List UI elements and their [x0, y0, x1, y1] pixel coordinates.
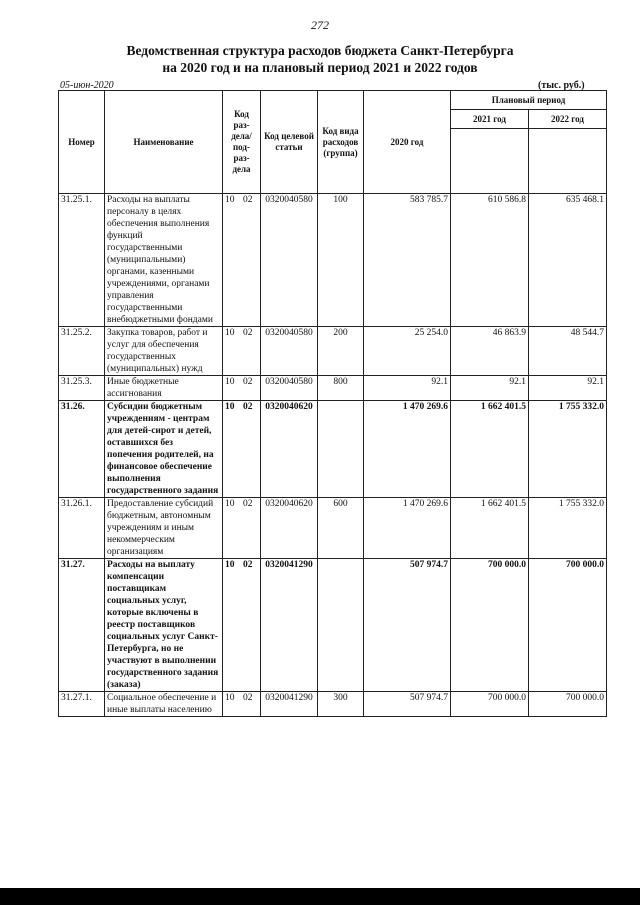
row-amount-2022: 1 755 332.0	[529, 401, 607, 498]
razdel-code: 10	[225, 499, 235, 509]
row-amount-2022: 635 468.1	[529, 194, 607, 327]
row-number: 31.25.3.	[59, 376, 105, 401]
units-label: (тыс. руб.)	[538, 80, 585, 91]
row-expense-type: 600	[318, 498, 364, 559]
row-target-code: 0320041290	[261, 692, 318, 717]
row-number: 31.26.1.	[59, 498, 105, 559]
row-amount-2021: 700 000.0	[451, 692, 529, 717]
row-number: 31.25.1.	[59, 194, 105, 327]
row-section-code	[223, 194, 261, 327]
budget-table	[58, 90, 607, 717]
row-amount-2020: 92.1	[364, 376, 451, 401]
podrazdel-code: 02	[243, 693, 253, 703]
row-name: Закупка товаров, работ и услуг для обеспечения государственных (муниципальных) нужд	[105, 327, 223, 376]
row-target-code: 0320041290	[261, 559, 318, 692]
razdel-code: 10	[225, 560, 235, 570]
row-expense-type: 100	[318, 194, 364, 327]
podrazdel-code: 02	[243, 499, 253, 509]
row-amount-2022: 92.1	[529, 376, 607, 401]
razdel-code: 10	[225, 195, 235, 205]
row-expense-type: 200	[318, 327, 364, 376]
row-amount-2020: 25 254.0	[364, 327, 451, 376]
podrazdel-code: 02	[243, 560, 253, 570]
row-name: Субсидии бюджетным учреждениям - центрам для детей-сирот и детей, оставшихся без попечения родителей, на финансовое обеспечение выполнения государственного задания	[105, 401, 223, 498]
row-expense-type	[318, 401, 364, 498]
header-number: Номер	[59, 91, 105, 194]
table-row	[59, 194, 607, 327]
header-year-2021: 2021 год	[451, 110, 529, 129]
row-amount-2021: 46 863.9	[451, 327, 529, 376]
row-section-code	[223, 559, 261, 692]
table-row	[59, 692, 607, 717]
row-amount-2020: 507 974.7	[364, 692, 451, 717]
row-name: Предоставление субсидий бюджетным, автономным учреждениям и иным некоммерческим организациям	[105, 498, 223, 559]
table-row	[59, 327, 607, 376]
row-name: Социальное обеспечение и иные выплаты населению	[105, 692, 223, 717]
row-name: Расходы на выплату компенсации поставщикам социальных услуг, которые включены в реестр поставщиков социальных услуг Санкт-Петербурга, но не участвуют в выполнении государственного задания (заказа)	[105, 559, 223, 692]
header-expense-type: Код вида расходов (группа)	[318, 91, 364, 194]
row-amount-2022: 700 000.0	[529, 559, 607, 692]
row-expense-type	[318, 559, 364, 692]
table-row	[59, 559, 607, 692]
row-target-code: 0320040620	[261, 401, 318, 498]
row-amount-2022: 48 544.7	[529, 327, 607, 376]
row-section-code	[223, 327, 261, 376]
table-row	[59, 401, 607, 498]
row-section-code	[223, 692, 261, 717]
row-number: 31.25.2.	[59, 327, 105, 376]
header-name: Наименование	[105, 91, 223, 194]
razdel-code: 10	[225, 377, 235, 387]
row-amount-2020: 583 785.7	[364, 194, 451, 327]
row-name: Расходы на выплаты персоналу в целях обеспечения выполнения функций государственными (муниципальными) органами, казенными учреждениями, органами управления государственными внебюджетными фондами	[105, 194, 223, 327]
row-amount-2021: 1 662 401.5	[451, 401, 529, 498]
header-section-code: Код раз-дела/ под-раз-дела	[223, 91, 261, 194]
header-target-code: Код целевой статьи	[261, 91, 318, 194]
row-section-code	[223, 401, 261, 498]
row-amount-2021: 610 586.8	[451, 194, 529, 327]
row-target-code: 0320040580	[261, 194, 318, 327]
title-line-2: на 2020 год и на плановый период 2021 и 2022 годов	[162, 60, 478, 75]
header-year-2022: 2022 год	[529, 110, 607, 129]
header-year-2020: 2020 год	[364, 91, 451, 194]
row-expense-type: 800	[318, 376, 364, 401]
row-amount-2020: 507 974.7	[364, 559, 451, 692]
podrazdel-code: 02	[243, 328, 253, 338]
razdel-code: 10	[225, 402, 235, 412]
row-number: 31.26.	[59, 401, 105, 498]
row-section-code	[223, 498, 261, 559]
podrazdel-code: 02	[243, 402, 253, 412]
row-amount-2021: 92.1	[451, 376, 529, 401]
row-number: 31.27.	[59, 559, 105, 692]
page-number: 272	[311, 18, 329, 32]
row-name: Иные бюджетные ассигнования	[105, 376, 223, 401]
podrazdel-code: 02	[243, 377, 253, 387]
table-row	[59, 376, 607, 401]
row-amount-2021: 1 662 401.5	[451, 498, 529, 559]
row-amount-2022: 700 000.0	[529, 692, 607, 717]
row-section-code	[223, 376, 261, 401]
row-target-code: 0320040620	[261, 498, 318, 559]
row-expense-type: 300	[318, 692, 364, 717]
scan-bottom-edge	[0, 888, 640, 905]
row-amount-2022: 1 755 332.0	[529, 498, 607, 559]
row-target-code: 0320040580	[261, 376, 318, 401]
report-date: 05-июн-2020	[60, 80, 114, 91]
row-amount-2020: 1 470 269.6	[364, 401, 451, 498]
row-target-code: 0320040580	[261, 327, 318, 376]
row-number: 31.27.1.	[59, 692, 105, 717]
title-line-1: Ведомственная структура расходов бюджета Санкт-Петербурга	[126, 43, 514, 58]
razdel-code: 10	[225, 693, 235, 703]
row-amount-2020: 1 470 269.6	[364, 498, 451, 559]
table-row	[59, 498, 607, 559]
podrazdel-code: 02	[243, 195, 253, 205]
razdel-code: 10	[225, 328, 235, 338]
header-plan-period: Плановый период	[451, 91, 607, 110]
row-amount-2021: 700 000.0	[451, 559, 529, 692]
document-title	[0, 42, 640, 76]
